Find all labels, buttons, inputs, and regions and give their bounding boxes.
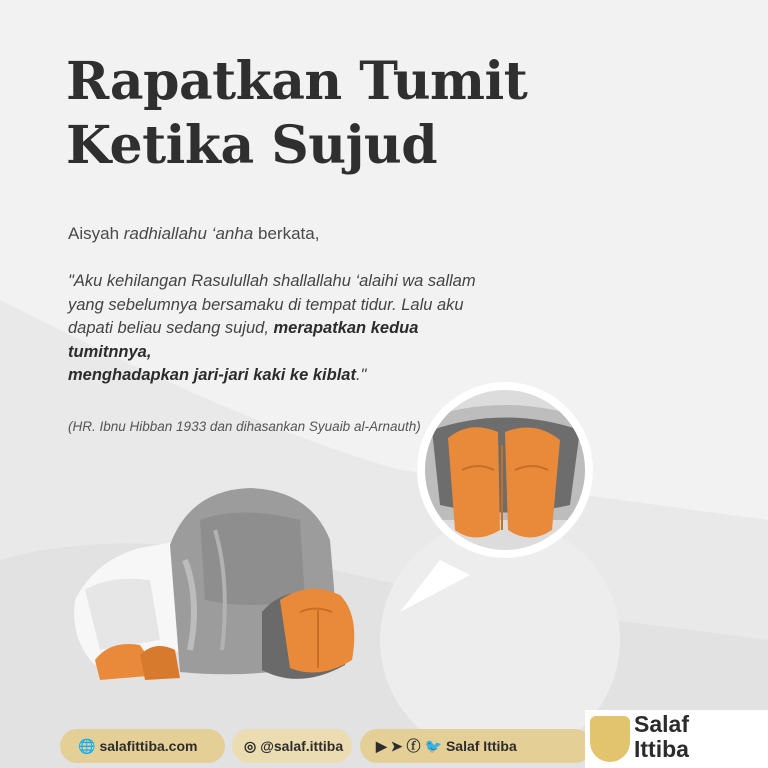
facebook-icon[interactable]: ⓕ bbox=[406, 738, 421, 754]
hadith-source: (HR. Ibnu Hibban 1933 dan dihasankan Syuaib al-Arnauth) bbox=[68, 419, 421, 434]
salaf-ittiba-logo bbox=[590, 716, 630, 762]
website-link[interactable] bbox=[60, 729, 225, 763]
intro-verb: berkata, bbox=[258, 224, 320, 243]
social-links[interactable] bbox=[360, 729, 592, 763]
globe-icon: 🌐 bbox=[78, 737, 96, 754]
youtube-icon[interactable]: ▶ bbox=[376, 737, 387, 754]
title-line-1: Rapatkan Tumit bbox=[66, 51, 528, 112]
website-text: salafittiba.com bbox=[99, 738, 198, 754]
instagram-icon: ◎ bbox=[244, 737, 257, 754]
telegram-icon[interactable]: ➤ bbox=[390, 737, 403, 754]
quote-text: "Aku kehilangan Rasulullah shallallahu ‘alaihi wa sallam yang sebelumnya bersamaku di tempat tidur. Lalu aku dapati beliau sedang sujud, bbox=[68, 272, 476, 337]
quote-end: ." bbox=[355, 366, 367, 384]
instagram-handle: @salaf.ittiba bbox=[260, 738, 344, 754]
title-line-2: Ketika Sujud bbox=[66, 115, 438, 176]
intro-honorific: radhiallahu ‘anha bbox=[123, 224, 254, 243]
social-name: Salaf Ittiba bbox=[445, 738, 517, 754]
intro-name: Aisyah bbox=[68, 224, 120, 243]
twitter-icon[interactable]: 🐦 bbox=[424, 737, 442, 754]
quote-highlight-1: merapatkan kedua tumitnnya, bbox=[68, 319, 419, 361]
prostrating-figure bbox=[74, 488, 354, 680]
brand-line-2: Ittiba bbox=[634, 736, 689, 762]
brand-text bbox=[634, 712, 689, 762]
zoom-bubble bbox=[400, 382, 593, 612]
brand-line-1: Salaf bbox=[634, 711, 689, 737]
quote-highlight-2: menghadapkan jari-jari kaki ke kiblat bbox=[68, 366, 356, 384]
instagram-link[interactable] bbox=[232, 729, 352, 763]
